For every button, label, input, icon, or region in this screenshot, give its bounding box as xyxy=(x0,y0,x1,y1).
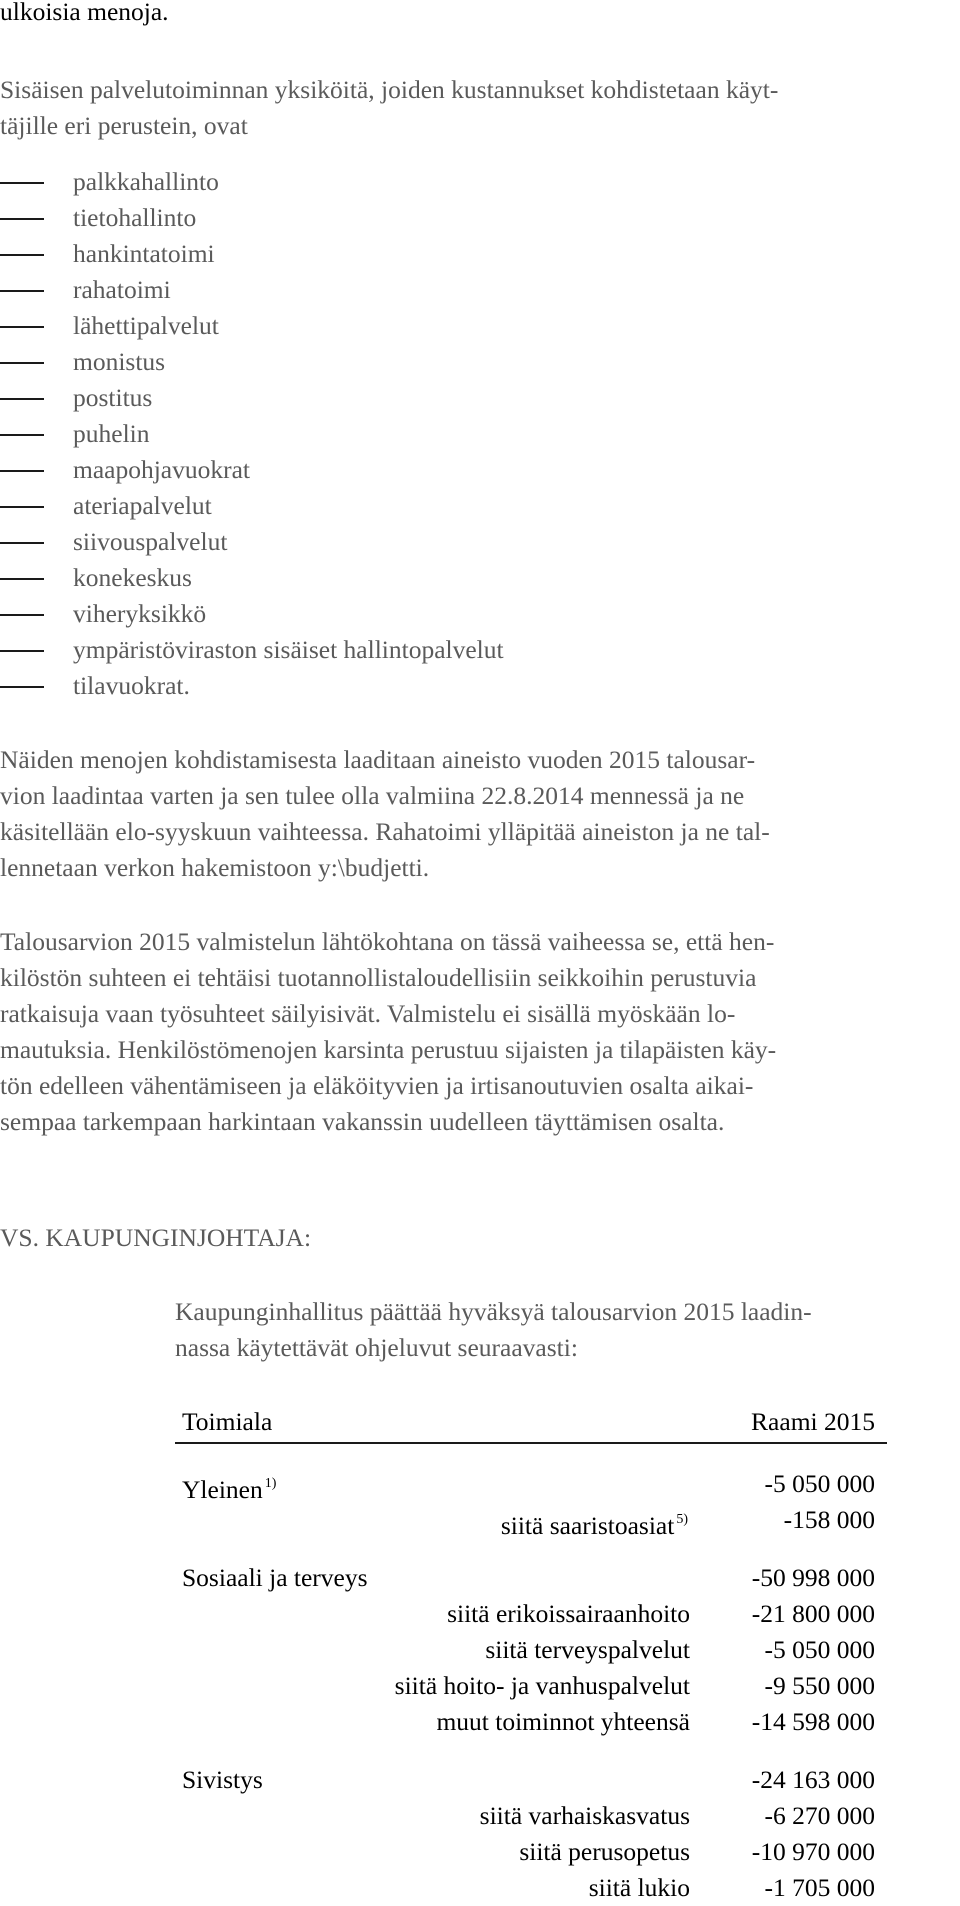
list-item: maapohjavuokrat xyxy=(73,455,251,484)
table-row-value: -21 800 000 xyxy=(751,1599,875,1628)
list-item: rahatoimi xyxy=(73,275,171,304)
decision-line: Kaupunginhallitus päättää hyväksyä talousarvion 2015 laadin- xyxy=(175,1297,812,1326)
paragraph-line: vion laadintaa varten ja sen tulee olla valmiina 22.8.2014 mennessä ja ne xyxy=(0,781,745,810)
table-row-value: -6 270 000 xyxy=(764,1801,875,1830)
paragraph-line: ratkaisuja vaan työsuhteet säilyisivät. Valmistelu ei sisällä myöskään lo- xyxy=(0,999,736,1028)
list-item: postitus xyxy=(73,383,153,412)
paragraph-line: mautuksia. Henkilöstömenojen karsinta perustuu sijaisten ja tilapäisten käy- xyxy=(0,1035,777,1064)
table-row-value: -1 705 000 xyxy=(764,1873,875,1902)
table-row-value: -10 970 000 xyxy=(751,1837,875,1866)
paragraph-line: sempaa tarkempaan harkintaan vakanssin uudelleen täyttämisen osalta. xyxy=(0,1107,725,1136)
paragraph-line: tön edelleen vähentämiseen ja eläköityvien ja irtisanoutuvien osalta aikai- xyxy=(0,1071,754,1100)
table-row-label: muut toiminnot yhteensä xyxy=(436,1707,690,1736)
list-dash xyxy=(0,614,44,616)
table-row-value: -158 000 xyxy=(783,1505,875,1534)
table-row-label: siitä varhaiskasvatus xyxy=(479,1801,690,1830)
table-row-value: -50 998 000 xyxy=(751,1563,875,1592)
list-dash xyxy=(0,470,44,472)
list-dash xyxy=(0,290,44,292)
table-row-value: -24 163 000 xyxy=(751,1765,875,1794)
table-row-value: -5 050 000 xyxy=(764,1635,875,1664)
paragraph-line: kilöstön suhteen ei tehtäisi tuotannollistaloudellisiin seikkoihin perustuvia xyxy=(0,963,757,992)
list-dash xyxy=(0,650,44,652)
paragraph-line: Sisäisen palvelutoiminnan yksiköitä, joiden kustannukset kohdistetaan käyt- xyxy=(0,75,779,104)
footnote-marker: 5) xyxy=(676,1512,688,1527)
table-row-label: siitä saaristoasiat $^{5)}$ xyxy=(500,1511,688,1540)
list-item: monistus xyxy=(73,347,166,376)
list-item: tilavuokrat. xyxy=(73,671,190,700)
table-row-label: siitä hoito- ja vanhuspalvelut xyxy=(394,1671,690,1700)
list-dash xyxy=(0,434,44,436)
list-item: viheryksikkö xyxy=(73,599,207,628)
table-header-right: Raami 2015 xyxy=(751,1407,875,1436)
list-item: konekeskus xyxy=(73,563,192,592)
list-dash xyxy=(0,218,44,220)
list-dash xyxy=(0,686,44,688)
paragraph-line: käsitellään elo-syyskuun vaihteessa. Rahatoimi ylläpitää aineiston ja ne tal- xyxy=(0,817,770,846)
list-dash xyxy=(0,506,44,508)
decision-line: nassa käytettävät ohjeluvut seuraavasti: xyxy=(175,1333,578,1362)
table-row-label: Sivistys xyxy=(182,1765,263,1794)
table-row-value: -14 598 000 xyxy=(751,1707,875,1736)
list-dash xyxy=(0,326,44,328)
intro-tail: ulkoisia menoja. xyxy=(0,0,169,26)
table-row-value: -9 550 000 xyxy=(764,1671,875,1700)
table-row-label: siitä perusopetus xyxy=(519,1837,690,1866)
table-row-value: -5 050 000 xyxy=(764,1469,875,1498)
footnote-marker: 1) xyxy=(264,1476,277,1491)
list-item: ateriapalvelut xyxy=(73,491,212,520)
table-rule xyxy=(175,1442,887,1444)
table-row-label: Sosiaali ja terveys xyxy=(182,1563,368,1592)
list-item: palkkahallinto xyxy=(73,167,219,196)
table-row-label: siitä terveyspalvelut xyxy=(485,1635,690,1664)
list-dash xyxy=(0,182,44,184)
section-heading: VS. KAUPUNGINJOHTAJA: xyxy=(0,1223,312,1252)
list-item: hankintatoimi xyxy=(73,239,215,268)
paragraph-line: täjille eri perustein, ovat xyxy=(0,111,248,140)
list-item: puhelin xyxy=(73,419,150,448)
list-dash xyxy=(0,362,44,364)
list-dash xyxy=(0,398,44,400)
table-row-label: Yleinen $^{1)}$ xyxy=(182,1475,277,1504)
list-item: tietohallinto xyxy=(73,203,197,232)
list-dash xyxy=(0,578,44,580)
list-dash xyxy=(0,254,44,256)
table-header-left: Toimiala xyxy=(182,1407,273,1436)
table-row-label: siitä erikoissairaanhoito xyxy=(447,1599,690,1628)
paragraph-line: lennetaan verkon hakemistoon y:\budjetti. xyxy=(0,853,430,882)
paragraph-line: Näiden menojen kohdistamisesta laaditaan aineisto vuoden 2015 talousar- xyxy=(0,745,756,774)
paragraph-line: Talousarvion 2015 valmistelun lähtökohtana on tässä vaiheessa se, että hen- xyxy=(0,927,775,956)
table-row-label: siitä lukio xyxy=(588,1873,690,1902)
list-item: ympäristöviraston sisäiset hallintopalvelut xyxy=(73,635,504,664)
list-item: siivouspalvelut xyxy=(73,527,228,556)
list-item: lähettipalvelut xyxy=(73,311,219,340)
list-dash xyxy=(0,542,44,544)
